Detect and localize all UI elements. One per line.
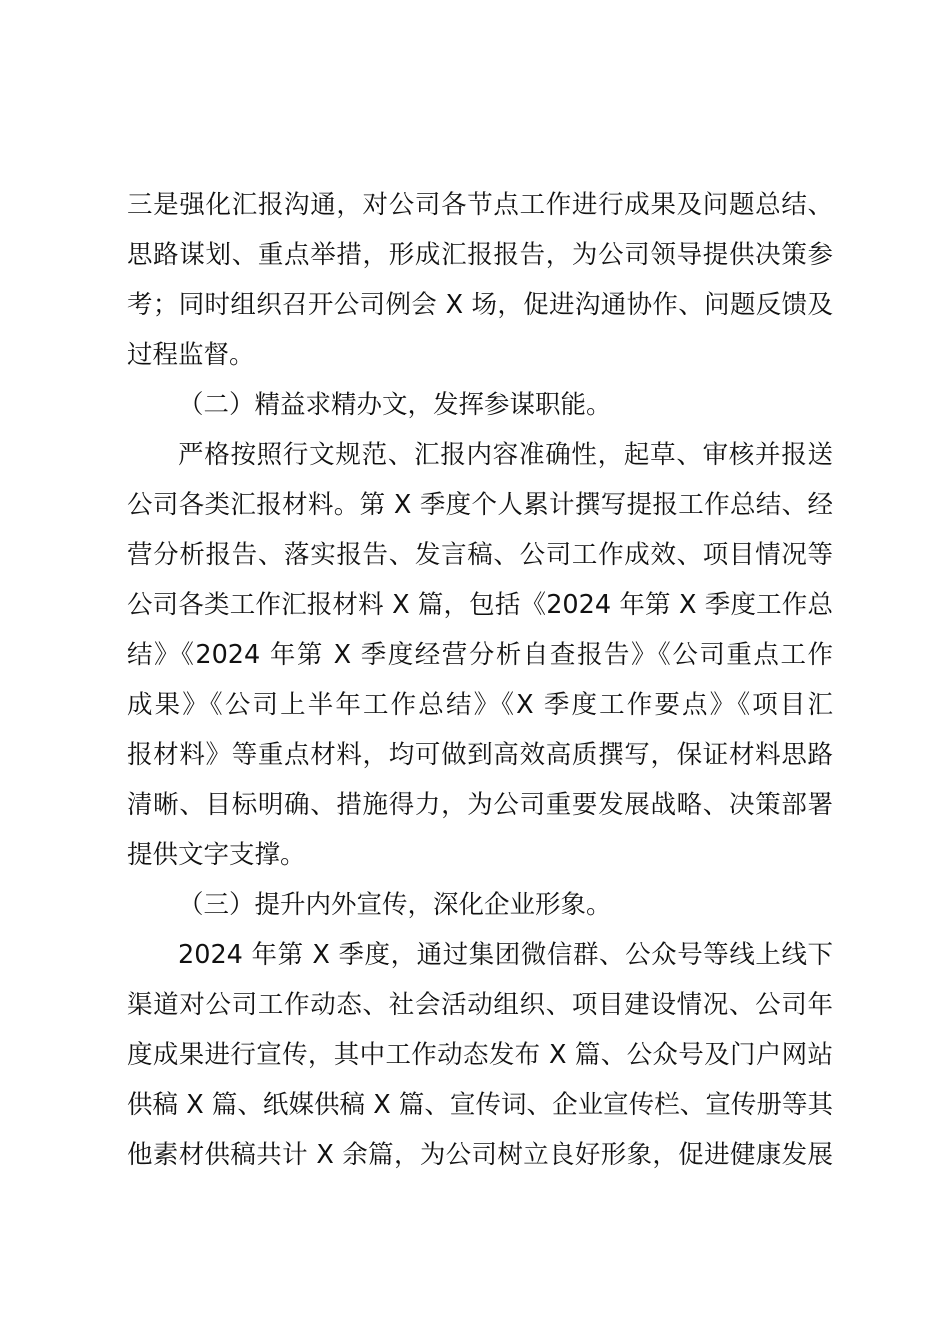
- body-line: 营分析报告、落实报告、发言稿、公司工作成效、项目情况等: [127, 540, 833, 570]
- body-line: 公司各类工作汇报材料 X 篇，包括《2024 年第 X 季度工作总: [127, 590, 833, 620]
- body-line: 考；同时组织召开公司例会 X 场，促进沟通协作、问题反馈及: [127, 290, 833, 320]
- body-line: 成果》《公司上半年工作总结》《X 季度工作要点》《项目汇: [127, 690, 833, 720]
- body-line: 他素材供稿共计 X 余篇，为公司树立良好形象，促进健康发展: [127, 1140, 833, 1170]
- body-line: 2024 年第 X 季度，通过集团微信群、公众号等线上线下: [178, 940, 833, 970]
- body-line: 渠道对公司工作动态、社会活动组织、项目建设情况、公司年: [127, 990, 833, 1020]
- body-line: 供稿 X 篇、纸媒供稿 X 篇、宣传词、企业宣传栏、宣传册等其: [127, 1090, 833, 1120]
- section-heading: （三）提升内外宣传，深化企业形象。: [178, 890, 612, 920]
- body-line: 清晰、目标明确、措施得力，为公司重要发展战略、决策部署: [127, 790, 833, 820]
- section-heading: （二）精益求精办文，发挥参谋职能。: [178, 390, 612, 420]
- body-line: 思路谋划、重点举措，形成汇报报告，为公司领导提供决策参: [127, 240, 833, 270]
- body-line: 三是强化汇报沟通，对公司各节点工作进行成果及问题总结、: [127, 190, 833, 220]
- body-line: 公司各类汇报材料。第 X 季度个人累计撰写提报工作总结、经: [127, 490, 833, 520]
- body-line: 报材料》等重点材料，均可做到高效高质撰写，保证材料思路: [127, 740, 833, 770]
- body-line: 结》《2024 年第 X 季度经营分析自查报告》《公司重点工作: [127, 640, 833, 670]
- body-line: 严格按照行文规范、汇报内容准确性，起草、审核并报送: [178, 440, 833, 470]
- body-line: 提供文字支撑。: [127, 840, 306, 870]
- body-line: 度成果进行宣传，其中工作动态发布 X 篇、公众号及门户网站: [127, 1040, 833, 1070]
- body-line: 过程监督。: [127, 340, 255, 370]
